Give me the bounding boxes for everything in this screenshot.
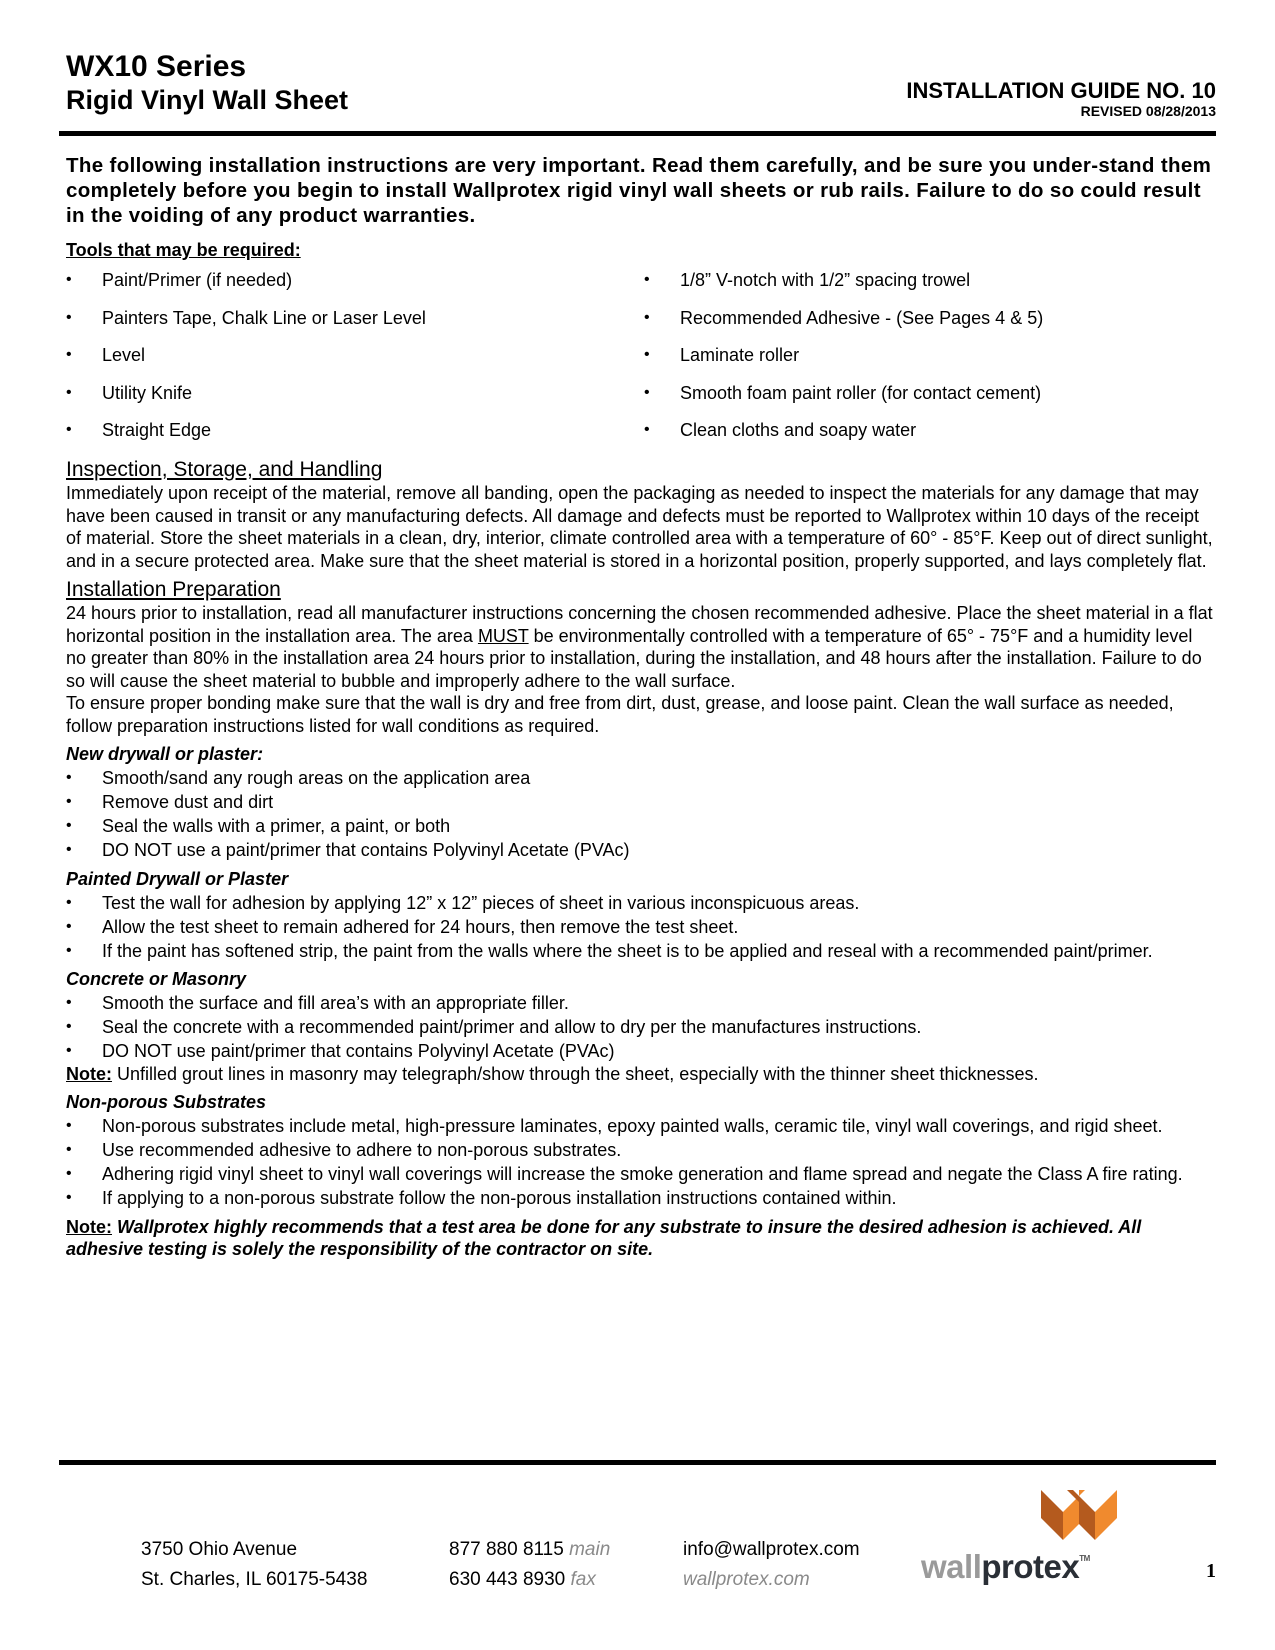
tools-list <box>66 268 1216 456</box>
inspection-body: Immediately upon receipt of the material, remove all banding, open the packaging as needed to inspect the materials for any damage that may have been caused in transit or any manufacturing defects. All damage and defects must be reported to Wallprotex within 10 days of the receipt of material. Store the sheet materials in a clean, dry, interior, climate controlled area with a temperature of 60° - 85°F. Keep out of direct sunlight, and in a secure protected area. Make sure that the sheet material is stored in a horizontal position, properly supported, and lays completely flat. <box>66 483 1213 571</box>
tool-item: • Straight Edge <box>66 418 644 456</box>
guide-number: INSTALLATION GUIDE NO. 10 <box>906 78 1216 103</box>
tools-heading: Tools that may be required: <box>66 240 301 260</box>
list-item: • Non-porous substrates include metal, high-pressure laminates, epoxy painted walls, ceramic tile, vinyl wall coverings, and rigid sheet. <box>66 1115 1216 1138</box>
wallprotex-w-mark-icon <box>1041 1490 1131 1544</box>
logo-wordmark: wallprotex™ <box>921 1548 1090 1585</box>
wallprotex-logo <box>921 1490 1121 1590</box>
inspection-heading: Inspection, Storage, and Handling <box>66 458 383 481</box>
must-emphasis: MUST <box>477 625 529 646</box>
list-item: • Smooth the surface and fill area’s with an appropriate filler. <box>66 992 1216 1015</box>
preparation-heading: Installation Preparation <box>66 578 281 601</box>
list-item: • Use recommended adhesive to adhere to non-porous substrates. <box>66 1139 1216 1162</box>
list-item: • If applying to a non-porous substrate follow the non-porous installation instructions contained within. <box>66 1187 1216 1210</box>
address-block <box>141 1535 367 1595</box>
preparation-body-1: 24 hours prior to installation, read all manufacturer instructions concerning the chosen recommended adhesive. Place the sheet material in a flat horizontal position in the installation area. The area MUST be environmentally controlled with a temperature of 65° - 75°F and a humidity level no greater than 80% in the installation area 24 hours prior to installation, during the installation, and 48 hours after the installation. Failure to do so will cause the sheet material to bubble and improperly adhere to the wall surface. <box>66 603 1213 691</box>
phone-main: 877 880 8115 main <box>449 1539 611 1560</box>
new-drywall-heading: New drywall or plaster: <box>66 744 264 764</box>
list-item: • DO NOT use paint/primer that contains Polyvinyl Acetate (PVAc) <box>66 1040 1216 1063</box>
painted-drywall-heading: Painted Drywall or Plaster <box>66 868 289 889</box>
list-item: • If the paint has softened strip, the paint from the walls where the sheet is to be applied and reseal with a recommended paint/primer. <box>66 940 1216 963</box>
tool-item: • Smooth foam paint roller (for contact cement) <box>644 381 1216 419</box>
address-line-1: 3750 Ohio Avenue <box>141 1539 298 1560</box>
list-item: • Allow the test sheet to remain adhered for 24 hours, then remove the test sheet. <box>66 916 1216 939</box>
header-title-block <box>66 50 348 116</box>
list-item: • Smooth/sand any rough areas on the application area <box>66 767 1216 790</box>
concrete-heading: Concrete or Masonry <box>66 969 247 989</box>
concrete-note: Note: Unfilled grout lines in masonry may telegraph/show through the sheet, especially with the thinner sheet thicknesses. <box>66 1063 1039 1084</box>
header-divider <box>59 131 1216 136</box>
phone-block <box>449 1535 610 1595</box>
list-item: • Test the wall for adhesion by applying 12” x 12” pieces of sheet in various inconspicuous areas. <box>66 892 1216 915</box>
tool-item: • Recommended Adhesive - (See Pages 4 & 5) <box>644 306 1216 344</box>
tool-item: • Laminate roller <box>644 343 1216 381</box>
tool-item: • Clean cloths and soapy water <box>644 418 1216 456</box>
tool-item: • 1/8” V-notch with 1/2” spacing trowel <box>644 268 1216 306</box>
nonporous-heading: Non-porous Substrates <box>66 1092 267 1112</box>
website-link[interactable]: wallprotex.com <box>683 1569 810 1590</box>
list-item: • Seal the concrete with a recommended paint/primer and allow to dry per the manufactures instructions. <box>66 1016 1216 1039</box>
product-title: Rigid Vinyl Wall Sheet <box>66 85 349 115</box>
header-guide-block <box>906 78 1216 119</box>
contact-block <box>683 1535 860 1595</box>
tool-item: • Paint/Primer (if needed) <box>66 268 644 306</box>
phone-fax: 630 443 8930 fax <box>449 1569 596 1590</box>
revision-date: REVISED 08/28/2013 <box>1080 103 1216 119</box>
page-footer <box>66 1460 1216 1610</box>
email-link[interactable]: info@wallprotex.com <box>683 1539 860 1560</box>
tool-item: • Painters Tape, Chalk Line or Laser Level <box>66 306 644 344</box>
list-item: • Seal the walls with a primer, a paint, or both <box>66 815 1216 838</box>
footer-divider <box>59 1460 1216 1465</box>
body-content <box>66 458 1216 1261</box>
intro-warning: The following installation instructions are very important. Read them carefully, and be sure you under-stand them completely before you begin to install Wallprotex rigid vinyl wall sheets or rub rails. Failure to do so could result in the voiding of any product warranties. <box>66 154 1212 227</box>
list-item: • Remove dust and dirt <box>66 791 1216 814</box>
address-line-2: St. Charles, IL 60175-5438 <box>141 1569 368 1590</box>
tool-item: • Level <box>66 343 644 381</box>
final-note: Note: Wallprotex highly recommends that a test area be done for any substrate to insure the desired adhesion is achieved. All adhesive testing is solely the responsibility of the contractor on site. <box>66 1216 1142 1259</box>
tool-item: • Utility Knife <box>66 381 644 419</box>
page-number: 1 <box>1206 1560 1216 1582</box>
preparation-body-2: To ensure proper bonding make sure that the wall is dry and free from dirt, dust, grease, and loose paint. Clean the wall surface as needed, follow preparation instructions listed for wall conditions as required. <box>66 693 1174 736</box>
series-title: WX10 Series <box>66 50 247 83</box>
list-item: • Adhering rigid vinyl sheet to vinyl wall coverings will increase the smoke generation and flame spread and negate the Class A fire rating. <box>66 1163 1216 1186</box>
list-item: • DO NOT use a paint/primer that contains Polyvinyl Acetate (PVAc) <box>66 839 1216 862</box>
